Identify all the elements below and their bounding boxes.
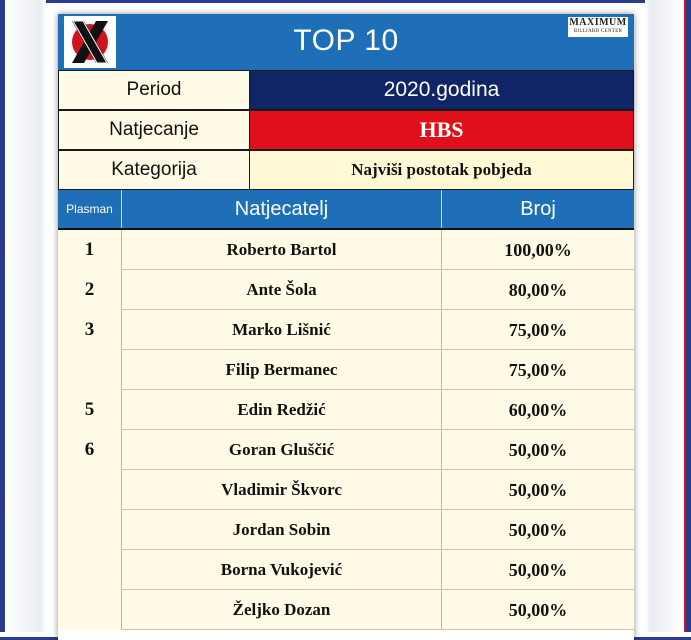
value-cell: 100,00%	[442, 230, 634, 270]
value-cell: 50,00%	[442, 550, 634, 590]
rank-cell	[58, 470, 122, 510]
competitor-cell: Vladimir Škvorc	[122, 470, 442, 510]
table-row	[58, 230, 634, 270]
category-value: Najviši postotak pobjeda	[250, 150, 634, 190]
column-header-count: Broj	[520, 198, 556, 220]
rank-cell: 6	[58, 430, 122, 470]
table-row	[58, 310, 634, 350]
competitor-cell: Roberto Bartol	[122, 230, 442, 270]
competitor-cell: Marko Lišnić	[122, 310, 442, 350]
competition-row	[58, 110, 634, 150]
rank-cell	[58, 350, 122, 390]
column-header-rank: Plasman	[58, 190, 122, 228]
competitor-cell: Borna Vukojević	[122, 550, 442, 590]
frame-right	[645, 0, 691, 640]
rank-cell: 3	[58, 310, 122, 350]
value-cell: 75,00%	[442, 310, 634, 350]
competitor-cell: Jordan Sobin	[122, 510, 442, 550]
maximum-logo-text: MAXIMUM	[569, 17, 627, 28]
competitor-cell: Edin Redžić	[122, 390, 442, 430]
period-label: Period	[58, 70, 250, 110]
ranking-table	[58, 230, 634, 630]
value-cell: 50,00%	[442, 430, 634, 470]
table-row	[58, 430, 634, 470]
category-label: Kategorija	[58, 150, 250, 190]
top10-panel	[58, 14, 634, 640]
table-row	[58, 350, 634, 390]
competitor-cell: Filip Bermanec	[122, 350, 442, 390]
value-cell: 60,00%	[442, 390, 634, 430]
header-bar	[58, 14, 634, 70]
page-title: TOP 10	[293, 24, 399, 57]
competition-label: Natjecanje	[58, 110, 250, 150]
value-cell: 50,00%	[442, 590, 634, 630]
competitor-cell: Goran Gluščić	[122, 430, 442, 470]
rank-cell: 1	[58, 230, 122, 270]
value-cell: 50,00%	[442, 470, 634, 510]
rank-cell	[58, 510, 122, 550]
frame-top	[0, 0, 691, 14]
table-row	[58, 510, 634, 550]
competitor-cell: Ante Šola	[122, 270, 442, 310]
rank-cell: 2	[58, 270, 122, 310]
table-row	[58, 270, 634, 310]
value-cell: 50,00%	[442, 510, 634, 550]
competition-value: HBS	[250, 110, 634, 150]
rank-cell: 5	[58, 390, 122, 430]
table-row	[58, 590, 634, 630]
frame-left	[0, 0, 46, 640]
table-row	[58, 390, 634, 430]
rank-cell	[58, 590, 122, 630]
value-cell: 75,00%	[442, 350, 634, 390]
table-header	[58, 190, 634, 230]
column-header-name: Natjecatelj	[122, 190, 442, 228]
value-cell: 80,00%	[442, 270, 634, 310]
table-row	[58, 550, 634, 590]
period-row	[58, 70, 634, 110]
category-row	[58, 150, 634, 190]
rank-cell	[58, 550, 122, 590]
period-value: 2020.godina	[250, 70, 634, 110]
maximum-logo	[568, 17, 628, 37]
competitor-cell: Željko Dozan	[122, 590, 442, 630]
maximum-logo-subtext: BILLIARD CENTER	[573, 29, 623, 34]
table-row	[58, 470, 634, 510]
